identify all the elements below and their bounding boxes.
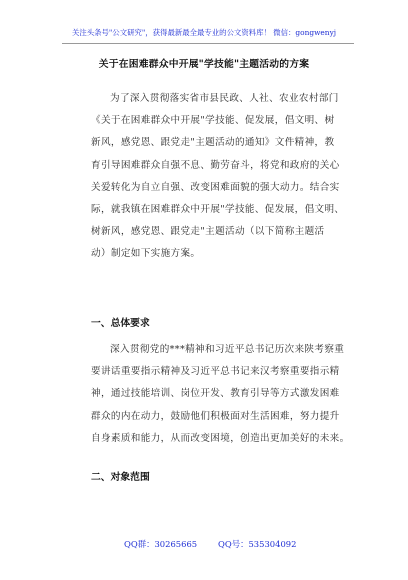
section-heading-target-scope: 二、对象范围 [91, 472, 150, 483]
intro-line: 《关于在困难群众中开展"学技能、促发展，倡文明、树 [91, 115, 335, 127]
intro-line: 育引导困难群众自强不息、勤劳奋斗，将党和政府的关心 [91, 159, 340, 171]
header-banner: 关注头条号"公文研究"，获得最新最全最专业的公文资料库！ 微信：gongwenyj [71, 28, 337, 37]
intro-line: 为了深入贯彻落实省市县民政、人社、农业农村部门 [110, 93, 339, 104]
body-line: 深入贯彻党的***精神和习近平总书记历次来陕考察重 [110, 344, 345, 355]
footer-contact [0, 538, 408, 552]
intro-line: 关爱转化为自立自强、改变困难面貌的强大动力。结合实 [91, 181, 340, 193]
body-line: 要讲话重要指示精神及习近平总书记来汉考察重要指示精 [91, 366, 340, 378]
intro-line: 树新风，感党恩、跟党走"主题活动（以下简称主题活 [91, 226, 325, 238]
body-line: 自身素质和能力，从而改变困境，创造出更加美好的未来。 [91, 432, 350, 444]
header-divider [62, 43, 354, 44]
body-line: 群众的内在动力，鼓励他们积极面对生活困难，努力提升 [91, 410, 340, 422]
footer-qq-group: QQ群：30265665 [124, 539, 198, 549]
section-heading-general-requirements: 一、总体要求 [91, 318, 150, 329]
intro-line: 新风，感党恩、跟党走"主题活动的通知》文件精神，教 [91, 137, 335, 149]
general-requirements-paragraph [91, 339, 350, 450]
footer-qq-number: QQ号：535304092 [218, 539, 297, 549]
intro-line: 际，就我镇在困难群众中开展"学技能、促发展，倡文明、 [91, 203, 345, 215]
intro-line: 动）制定如下实施方案。 [91, 248, 201, 260]
document-title: 关于在困难群众中开展"学技能"主题活动的方案 [98, 59, 310, 70]
intro-paragraph [91, 88, 345, 266]
body-line: 神，通过技能培训、岗位开发、教育引导等方式激发困难 [91, 388, 340, 400]
